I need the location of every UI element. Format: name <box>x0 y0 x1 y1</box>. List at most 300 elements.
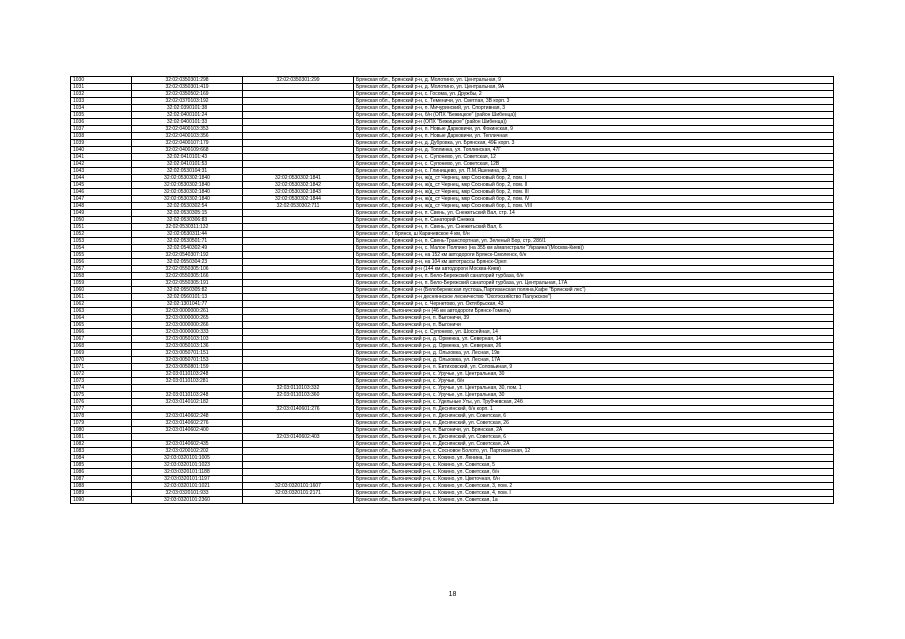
parent-cadastral-number-cell <box>243 301 354 308</box>
parent-cadastral-number-cell <box>243 378 354 385</box>
cadastral-number-cell: 32:02:0530311:44 <box>132 231 243 238</box>
row-number-cell: 1064 <box>71 315 132 322</box>
address-cell: Брянская обл., Выгоничский р-н (46 км автодороги Брянск-Гомель) <box>354 308 834 315</box>
table-row <box>71 448 834 455</box>
cadastral-number-cell: 32:03:0320101:933 <box>132 490 243 497</box>
address-cell: Брянская обл., Выгоничский р-н, с. Удельные Уты, ул. Трубчевская, 24б <box>354 399 834 406</box>
parent-cadastral-number-cell: 32:03:0140601:276 <box>243 406 354 413</box>
parent-cadastral-number-cell <box>243 322 354 329</box>
table-row <box>71 210 834 217</box>
parent-cadastral-number-cell <box>243 308 354 315</box>
row-number-cell: 1063 <box>71 308 132 315</box>
parent-cadastral-number-cell <box>243 336 354 343</box>
table-row <box>71 266 834 273</box>
table-row <box>71 399 834 406</box>
table-row <box>71 182 834 189</box>
parent-cadastral-number-cell <box>243 140 354 147</box>
table-row <box>71 189 834 196</box>
cadastral-number-cell: 32:02:0530302:1840 <box>132 196 243 203</box>
parent-cadastral-number-cell <box>243 259 354 266</box>
table-row <box>71 140 834 147</box>
address-cell: Брянская обл., Брянский р-н, с. Супонево, ул. Советская, 12 <box>354 154 834 161</box>
parent-cadastral-number-cell <box>243 91 354 98</box>
row-number-cell: 1065 <box>71 322 132 329</box>
table-row <box>71 364 834 371</box>
cadastral-number-cell: 32:03:0140102:182 <box>132 399 243 406</box>
address-cell: Брянская обл., Брянский р-н, п. Санаторий Снежка <box>354 217 834 224</box>
cadastral-number-cell: 32:03:0320101:1005 <box>132 455 243 462</box>
address-cell: Брянская обл., Брянский р-н, п. Мичуринский, ул. Спортивная, 3 <box>354 105 834 112</box>
row-number-cell: 1085 <box>71 462 132 469</box>
row-number-cell: 1045 <box>71 182 132 189</box>
table-row <box>71 476 834 483</box>
table-row <box>71 315 834 322</box>
address-cell: Брянская обл., Брянский р-н, п. Свень, ул. Снежетьский Вал, стр. 14 <box>354 210 834 217</box>
table-row <box>71 231 834 238</box>
parent-cadastral-number-cell: 32:03:0140602:403 <box>243 434 354 441</box>
row-number-cell: 1070 <box>71 357 132 364</box>
address-cell: Брянская обл., Выгоничский р-н, с. Кокино, ул. Советская, 4, пом. I <box>354 490 834 497</box>
row-number-cell: 1050 <box>71 217 132 224</box>
row-number-cell: 1084 <box>71 455 132 462</box>
cadastral-number-cell: 32:02:0530302:1840 <box>132 189 243 196</box>
parent-cadastral-number-cell <box>243 315 354 322</box>
address-cell: Брянская обл., Выгоничский р-н, с. Кокино, ул. Ленина, 1в <box>354 455 834 462</box>
address-cell: Брянская обл., Брянский р-н, ж/д_ст Чернец, мкр Сосновый бор, 2, пом. IV <box>354 196 834 203</box>
parent-cadastral-number-cell <box>243 252 354 259</box>
address-cell: Брянская обл., Выгоничский р-н, с. Кокино, ул. Советская, 5 <box>354 462 834 469</box>
cadastral-number-cell: 32:02:0350301:419 <box>132 84 243 91</box>
cadastral-number-cell: 32:02:0530302:1840 <box>132 175 243 182</box>
cadastral-number-cell: 32:02:0540307:192 <box>132 252 243 259</box>
row-number-cell: 1086 <box>71 469 132 476</box>
address-cell: Брянская обл., Брянский р-н, на 152 км автодороги Брянск-Смоленск, б/н <box>354 252 834 259</box>
row-number-cell: 1061 <box>71 294 132 301</box>
cadastral-number-cell: 32:03:0140602:248 <box>132 413 243 420</box>
row-number-cell: 1080 <box>71 427 132 434</box>
address-cell: Брянская обл., Выгоничский р-н, п. Евтиховский, ул. Соловьиная, 9 <box>354 364 834 371</box>
cadastral-number-cell: 32:03:0000000:333 <box>132 329 243 336</box>
parent-cadastral-number-cell <box>243 329 354 336</box>
parent-cadastral-number-cell <box>243 294 354 301</box>
parent-cadastral-number-cell: 32:02:0350301:299 <box>243 77 354 84</box>
row-number-cell: 1081 <box>71 434 132 441</box>
row-number-cell: 1043 <box>71 168 132 175</box>
table-row <box>71 98 834 105</box>
parent-cadastral-number-cell <box>243 161 354 168</box>
cadastral-number-cell <box>132 434 243 441</box>
cadastral-number-cell: 32:03:0320101:1023 <box>132 462 243 469</box>
address-cell: Брянская обл., Брянский р-н, с. Супонево, ул. Шоссейная, 14 <box>354 329 834 336</box>
address-cell: Брянская обл., Выгоничский р-н, д. Ольховка, ул. Лесная, 19в <box>354 350 834 357</box>
table-row <box>71 490 834 497</box>
row-number-cell: 1030 <box>71 77 132 84</box>
parent-cadastral-number-cell <box>243 364 354 371</box>
table-row <box>71 336 834 343</box>
cadastral-number-cell: 32:02:0530302:54 <box>132 203 243 210</box>
cadastral-number-cell: 32:02:0530501:71 <box>132 238 243 245</box>
table-row <box>71 105 834 112</box>
table-row <box>71 294 834 301</box>
address-cell: Брянская обл., Выгоничский р-н, д. Ольховка, ул. Лесная, 17А <box>354 357 834 364</box>
address-cell: Брянская обл., Выгоничский р-н, п. Деснянский, б/н корп. 1 <box>354 406 834 413</box>
parent-cadastral-number-cell <box>243 154 354 161</box>
row-number-cell: 1040 <box>71 147 132 154</box>
address-cell: Брянская обл., Брянский р-н (Белобережская пустошь,Партизанская поляна,Кафе "Брянский лес") <box>354 287 834 294</box>
parent-cadastral-number-cell: 32:02:0530302:1841 <box>243 175 354 182</box>
parent-cadastral-number-cell <box>243 105 354 112</box>
cadastral-number-cell: 32:02:0550305:106 <box>132 266 243 273</box>
parent-cadastral-number-cell: 32:02:0530302:1844 <box>243 196 354 203</box>
address-cell: Брянская обл., Брянский р-н, д. Молотино, ул. Центральная, 9А <box>354 84 834 91</box>
row-number-cell: 1078 <box>71 413 132 420</box>
row-number-cell: 1076 <box>71 399 132 406</box>
cadastral-number-cell: 32:03:0050701:151 <box>132 350 243 357</box>
cadastral-number-cell <box>132 385 243 392</box>
address-cell: Брянская обл., Выгоничский р-н, с. Уручье, ул. Центральная, 30, пом. 1 <box>354 385 834 392</box>
cadastral-number-cell: 32:03:0050801:159 <box>132 364 243 371</box>
parent-cadastral-number-cell: 32:03:0320101:2171 <box>243 490 354 497</box>
row-number-cell: 1041 <box>71 154 132 161</box>
address-cell: Брянская обл., Выгоничский р-н, с. Уручье, б/н <box>354 378 834 385</box>
row-number-cell: 1074 <box>71 385 132 392</box>
table-row <box>71 133 834 140</box>
address-cell: Брянская обл., Брянский р-н, ж/д_ст Чернец, мкр Сосновый бор, 1, пом. VIII <box>354 203 834 210</box>
cadastral-number-cell: 32:03:0050103:103 <box>132 336 243 343</box>
address-cell: Брянская обл., Брянский р-н (144 км автодороги Москва-Киев) <box>354 266 834 273</box>
table-row <box>71 371 834 378</box>
parent-cadastral-number-cell <box>243 133 354 140</box>
parent-cadastral-number-cell <box>243 266 354 273</box>
table-row <box>71 462 834 469</box>
parent-cadastral-number-cell <box>243 217 354 224</box>
table-row <box>71 455 834 462</box>
row-number-cell: 1072 <box>71 371 132 378</box>
cadastral-number-cell: 32:03:0140602:435 <box>132 441 243 448</box>
address-cell: Брянская обл., Выгоничский р-н, с. Уручье, ул. Центральная, 30 <box>354 392 834 399</box>
parent-cadastral-number-cell <box>243 210 354 217</box>
address-cell: Брянская обл., Брянский р-н, с. Супонево, ул. Советская, 12В <box>354 161 834 168</box>
cadastral-number-cell: 32:03:0140602:400 <box>132 427 243 434</box>
parent-cadastral-number-cell <box>243 448 354 455</box>
cadastral-number-cell: 32:02:0530302:1840 <box>132 182 243 189</box>
row-number-cell: 1034 <box>71 105 132 112</box>
cadastral-number-cell: 32:03:0000000:265 <box>132 315 243 322</box>
parent-cadastral-number-cell <box>243 273 354 280</box>
table-row <box>71 441 834 448</box>
parent-cadastral-number-cell <box>243 231 354 238</box>
row-number-cell: 1051 <box>71 224 132 231</box>
row-number-cell: 1068 <box>71 343 132 350</box>
address-cell: Брянская обл., Брянский р-н, п. Бело-Бережский санаторий турбаза, ул. Центральная, 17А <box>354 280 834 287</box>
cadastral-number-cell: 32:02:0390101:38 <box>132 105 243 112</box>
table-row <box>71 343 834 350</box>
cadastral-number-cell <box>132 406 243 413</box>
address-cell: Брянская обл., Брянский р-н десняннское лесничество "Охотхозяйство Палужское") <box>354 294 834 301</box>
cadastral-number-cell: 32:02:0350301:298 <box>132 77 243 84</box>
cadastral-number-cell: 32:03:0320101:1021 <box>132 483 243 490</box>
registry-table-body <box>71 77 834 504</box>
address-cell: Брянская обл., Выгоничский р-н, п. Деснянский, ул. Советская, 6 <box>354 434 834 441</box>
row-number-cell: 1075 <box>71 392 132 399</box>
parent-cadastral-number-cell <box>243 413 354 420</box>
table-row <box>71 497 834 504</box>
table-row <box>71 483 834 490</box>
row-number-cell: 1037 <box>71 126 132 133</box>
address-cell: Брянская обл., Выгоничский р-н, п. Деснянский, ул. Советская, 26 <box>354 420 834 427</box>
cadastral-number-cell: 32:02:0550305:82 <box>132 287 243 294</box>
cadastral-number-cell: 32:03:0000000:261 <box>132 308 243 315</box>
cadastral-number-cell: 32:03:0050103:136 <box>132 343 243 350</box>
address-cell: Брянская обл., Выгоничский р-н, с. Сосновое Болото, ул. Партизанская, 12 <box>354 448 834 455</box>
parent-cadastral-number-cell <box>243 147 354 154</box>
address-cell: Брянская обл., Выгоничский р-н, д. Орменка, ул. Северная, 14 <box>354 336 834 343</box>
table-row <box>71 378 834 385</box>
cadastral-number-cell: 32:03:0200102:202 <box>132 448 243 455</box>
table-row <box>71 280 834 287</box>
address-cell: Брянская обл., Брянский р-н, с. Малое Полпино (на 355 км а/магистрали "Украина"(Москва-Киев)) <box>354 245 834 252</box>
row-number-cell: 1054 <box>71 245 132 252</box>
table-row <box>71 196 834 203</box>
table-row <box>71 329 834 336</box>
table-row <box>71 238 834 245</box>
table-row <box>71 301 834 308</box>
parent-cadastral-number-cell: 32:02:0530302:1843 <box>243 189 354 196</box>
row-number-cell: 1066 <box>71 329 132 336</box>
address-cell: Брянская обл., Брянский р-н, б/н (ОПХ "Бежицкое" (район Шибенца)) <box>354 112 834 119</box>
row-number-cell: 1042 <box>71 161 132 168</box>
cadastral-number-cell: 32:02:0400103:353 <box>132 126 243 133</box>
cadastral-number-cell: 32:02:0550304:23 <box>132 259 243 266</box>
parent-cadastral-number-cell <box>243 119 354 126</box>
address-cell: Брянская обл., Брянский р-н, ж/д_ст Чернец, мкр Сосновый бор, 2, пом. II <box>354 182 834 189</box>
parent-cadastral-number-cell <box>243 399 354 406</box>
address-cell: Брянская обл., Брянский р-н, ж/д_ст Чернец, мкр Сосновый бор, 2, пом. I <box>354 175 834 182</box>
cadastral-number-cell: 32:03:0110103:248 <box>132 392 243 399</box>
row-number-cell: 1077 <box>71 406 132 413</box>
row-number-cell: 1049 <box>71 210 132 217</box>
table-row <box>71 308 834 315</box>
cadastral-number-cell: 32:03:0320101:1188 <box>132 469 243 476</box>
table-row <box>71 168 834 175</box>
table-row <box>71 252 834 259</box>
row-number-cell: 1090 <box>71 497 132 504</box>
table-row <box>71 245 834 252</box>
table-row <box>71 203 834 210</box>
table-row <box>71 119 834 126</box>
parent-cadastral-number-cell <box>243 343 354 350</box>
address-cell: Брянская обл., Выгоничский р-н, с. Уручье, ул. Центральная, 30 <box>354 371 834 378</box>
table-row <box>71 84 834 91</box>
address-cell: Брянская обл., Выгоничский р-н, п. Выгоничи, 39 <box>354 315 834 322</box>
table-row <box>71 259 834 266</box>
row-number-cell: 1047 <box>71 196 132 203</box>
row-number-cell: 1062 <box>71 301 132 308</box>
table-row <box>71 392 834 399</box>
cadastral-number-cell: 32:03:0110103:281 <box>132 378 243 385</box>
address-cell: Брянская обл., Выгоничский р-н, п. Выгоничи <box>354 322 834 329</box>
parent-cadastral-number-cell <box>243 357 354 364</box>
address-cell: Брянская обл., Брянский р-н, д. Топлинка, ул. Топлинская, 47Г <box>354 147 834 154</box>
address-cell: Брянская обл., Брянский р-н, на 104 км автотрассы Брянск-Орел <box>354 259 834 266</box>
cadastral-number-cell: 32:02:0410101:43 <box>132 154 243 161</box>
parent-cadastral-number-cell <box>243 497 354 504</box>
parent-cadastral-number-cell <box>243 287 354 294</box>
row-number-cell: 1088 <box>71 483 132 490</box>
table-row <box>71 224 834 231</box>
parent-cadastral-number-cell: 32:02:0530302:1842 <box>243 182 354 189</box>
cadastral-number-cell: 32:03:0320101:2360 <box>132 497 243 504</box>
table-row <box>71 77 834 84</box>
row-number-cell: 1089 <box>71 490 132 497</box>
row-number-cell: 1060 <box>71 287 132 294</box>
parent-cadastral-number-cell <box>243 455 354 462</box>
table-row <box>71 420 834 427</box>
row-number-cell: 1073 <box>71 378 132 385</box>
address-cell: Брянская обл., Брянский р-н, п. Свень, ул. Снежетьский Вал, 6 <box>354 224 834 231</box>
address-cell: Брянская обл., Брянский р-н, с. Глинищево, ул. П.М.Яшенина, 35 <box>354 168 834 175</box>
cadastral-number-cell: 32:02:0540302:49 <box>132 245 243 252</box>
cadastral-number-cell: 32:02:0400101:33 <box>132 119 243 126</box>
cadastral-number-cell: 32:02:0370103:192 <box>132 98 243 105</box>
parent-cadastral-number-cell <box>243 238 354 245</box>
cadastral-number-cell: 32:02:0560101:13 <box>132 294 243 301</box>
parent-cadastral-number-cell <box>243 462 354 469</box>
table-row <box>71 469 834 476</box>
table-row <box>71 154 834 161</box>
cadastral-number-cell: 32:02:0400109:668 <box>132 147 243 154</box>
row-number-cell: 1046 <box>71 189 132 196</box>
table-row <box>71 175 834 182</box>
row-number-cell: 1071 <box>71 364 132 371</box>
address-cell: Брянская обл., Выгоничский р-н, п. Деснянский, ул. Советская, 2А <box>354 441 834 448</box>
row-number-cell: 1031 <box>71 84 132 91</box>
row-number-cell: 1087 <box>71 476 132 483</box>
table-row <box>71 112 834 119</box>
address-cell: Брянская обл., Выгоничский р-н, с. Кокино, ул. Советская, 1а <box>354 497 834 504</box>
parent-cadastral-number-cell <box>243 469 354 476</box>
cadastral-number-cell: 32:02:0400107:179 <box>132 140 243 147</box>
row-number-cell: 1067 <box>71 336 132 343</box>
table-row <box>71 406 834 413</box>
table-row <box>71 413 834 420</box>
parent-cadastral-number-cell <box>243 476 354 483</box>
parent-cadastral-number-cell <box>243 420 354 427</box>
address-cell: Брянская обл., Выгоничский р-н, с. Кокино, ул. Советская, 3, пом. 2 <box>354 483 834 490</box>
row-number-cell: 1052 <box>71 231 132 238</box>
table-row <box>71 161 834 168</box>
parent-cadastral-number-cell <box>243 126 354 133</box>
cadastral-number-cell: 32:03:0110103:248 <box>132 371 243 378</box>
parent-cadastral-number-cell <box>243 168 354 175</box>
row-number-cell: 1083 <box>71 448 132 455</box>
cadastral-number-cell: 32:02:0550305:166 <box>132 273 243 280</box>
cadastral-number-cell: 32:02:0410101:53 <box>132 161 243 168</box>
cadastral-number-cell: 32:02:0400103:356 <box>132 133 243 140</box>
row-number-cell: 1039 <box>71 140 132 147</box>
cadastral-number-cell: 32:02:0350502:169 <box>132 91 243 98</box>
parent-cadastral-number-cell: 32:03:0110103:360 <box>243 392 354 399</box>
table-row <box>71 434 834 441</box>
row-number-cell: 1036 <box>71 119 132 126</box>
table-row <box>71 217 834 224</box>
row-number-cell: 1055 <box>71 252 132 259</box>
address-cell: Брянская обл., Выгоничский р-н, п. Выгоничи, ул. Брянская, 2А <box>354 427 834 434</box>
parent-cadastral-number-cell <box>243 112 354 119</box>
cadastral-number-cell: 32:02:0400101:24 <box>132 112 243 119</box>
parent-cadastral-number-cell <box>243 98 354 105</box>
parent-cadastral-number-cell <box>243 441 354 448</box>
parent-cadastral-number-cell <box>243 350 354 357</box>
row-number-cell: 1048 <box>71 203 132 210</box>
address-cell: Брянская обл., Выгоничский р-н, с. Кокино, ул. Советская, б/н <box>354 469 834 476</box>
cadastral-number-cell: 32:03:0000000:266 <box>132 322 243 329</box>
address-cell: Брянская обл., Брянский р-н, п. Новые Дарковичи, ул. Тепличная <box>354 133 834 140</box>
row-number-cell: 1058 <box>71 273 132 280</box>
row-number-cell: 1082 <box>71 441 132 448</box>
address-cell: Брянская обл., Брянский р-н, ж/д_ст Чернец, мкр Сосновый бор, 2, пом. III <box>354 189 834 196</box>
row-number-cell: 1032 <box>71 91 132 98</box>
cadastral-number-cell: 32:02:0530104:31 <box>132 168 243 175</box>
parent-cadastral-number-cell <box>243 371 354 378</box>
row-number-cell: 1033 <box>71 98 132 105</box>
address-cell: Брянская обл., Брянский р-н, п. Новые Дарковичи, ул. Фокинская, 9 <box>354 126 834 133</box>
row-number-cell: 1069 <box>71 350 132 357</box>
table-row <box>71 126 834 133</box>
address-cell: Брянская обл., Брянский р-н, д. Молотино, ул. Центральная, 9 <box>354 77 834 84</box>
address-cell: Брянская обл., Брянский р-н, с. Госома, ул. Дружбы, 2 <box>354 91 834 98</box>
parent-cadastral-number-cell <box>243 280 354 287</box>
address-cell: Брянская обл., Брянский р-н, п. Свень-Транспортная, ул. Зеленый Бор, стр. 28б/1 <box>354 238 834 245</box>
parent-cadastral-number-cell <box>243 224 354 231</box>
page-number: 18 <box>448 591 457 598</box>
address-cell: Брянская обл., Брянский р-н (ОПХ "Бежицкое" (район Шибенца)) <box>354 119 834 126</box>
cadastral-number-cell: 32:03:0050701:153 <box>132 357 243 364</box>
row-number-cell: 1053 <box>71 238 132 245</box>
parent-cadastral-number-cell <box>243 245 354 252</box>
address-cell: Брянская обл., Выгоничский р-н, д. Орменка, ул. Северная, 26 <box>354 343 834 350</box>
row-number-cell: 1079 <box>71 420 132 427</box>
cadastral-number-cell: 32:03:0320101:1197 <box>132 476 243 483</box>
row-number-cell: 1057 <box>71 266 132 273</box>
table-row <box>71 91 834 98</box>
row-number-cell: 1056 <box>71 259 132 266</box>
parent-cadastral-number-cell <box>243 427 354 434</box>
address-cell: Брянская обл., Брянский р-н, д. Дубровка, ул. Брянская, 49Е корп. 3 <box>354 140 834 147</box>
parent-cadastral-number-cell: 32:03:0110103:332 <box>243 385 354 392</box>
property-registry-table <box>70 76 834 504</box>
row-number-cell: 1038 <box>71 133 132 140</box>
cadastral-number-cell: 32:03:0140602:276 <box>132 420 243 427</box>
row-number-cell: 1035 <box>71 112 132 119</box>
parent-cadastral-number-cell: 32:03:0320101:1607 <box>243 483 354 490</box>
cadastral-number-cell: 32:02:0530306:83 <box>132 217 243 224</box>
address-cell: Брянская обл., Брянский р-н, с. Теменичи, ул. Светлая, 3В корп. 3 <box>354 98 834 105</box>
row-number-cell: 1044 <box>71 175 132 182</box>
cadastral-number-cell: 32:02:0530305:15 <box>132 210 243 217</box>
cadastral-number-cell: 32:02:1301041:77 <box>132 301 243 308</box>
cadastral-number-cell: 32:02:0550305:191 <box>132 280 243 287</box>
address-cell: Брянская обл., г Брянск, ш Карачевское 4 км, б/н <box>354 231 834 238</box>
table-row <box>71 287 834 294</box>
table-row <box>71 427 834 434</box>
address-cell: Брянская обл., Брянский р-н, с. Чернетово, ул. Октябрьская, 43 <box>354 301 834 308</box>
table-row <box>71 385 834 392</box>
table-row <box>71 273 834 280</box>
cadastral-number-cell: 32:02:0530311:132 <box>132 224 243 231</box>
table-row <box>71 147 834 154</box>
address-cell: Брянская обл., Выгоничский р-н, п. Деснянский, ул. Советская, 6 <box>354 413 834 420</box>
